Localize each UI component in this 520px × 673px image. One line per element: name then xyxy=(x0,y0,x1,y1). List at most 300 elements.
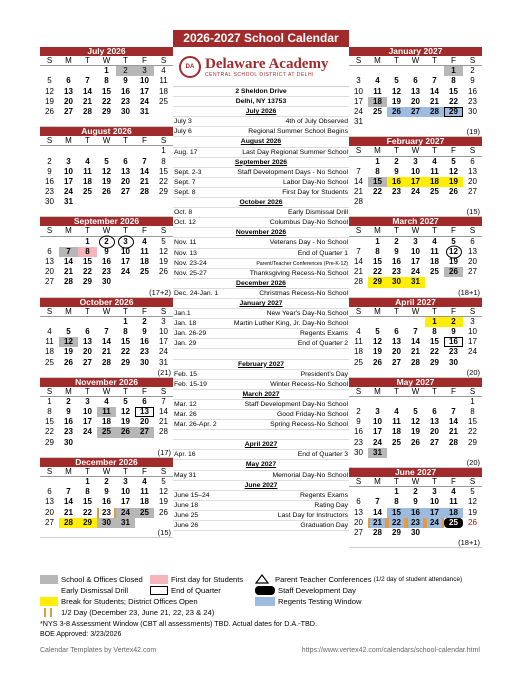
event-text: Christmas Recess-No School xyxy=(259,289,348,297)
day-cell: 28 xyxy=(354,277,363,287)
day-cell: 18 xyxy=(425,177,444,187)
legend-first-day: First day for Students xyxy=(150,574,243,584)
weekday-label: S xyxy=(160,136,167,146)
day-cell: 29 xyxy=(444,107,463,117)
day-cell xyxy=(425,66,444,76)
blue-swatch-icon xyxy=(255,597,275,606)
day-cell: 2 xyxy=(394,236,399,246)
weekday-label: T xyxy=(432,306,437,316)
day-cell: 2 xyxy=(470,66,475,76)
day-cell: 22 xyxy=(102,96,111,106)
day-cell: 1 xyxy=(444,66,463,76)
day-cell: 20 xyxy=(121,176,130,186)
day-cell: 9 xyxy=(470,76,475,86)
day-cell: 29 xyxy=(392,527,401,537)
event-date: Feb. 15-19 xyxy=(174,380,207,388)
day-cell: 21 xyxy=(64,267,73,277)
day-cell: 22 xyxy=(45,427,54,437)
day-cell: 30 xyxy=(354,447,363,457)
week-row xyxy=(349,167,482,177)
day-cell: 20 xyxy=(64,96,73,106)
day-cell: 9 xyxy=(356,417,361,427)
day-cell: 18 xyxy=(83,176,92,186)
weekday-label: S xyxy=(160,466,167,476)
day-cell: 26 xyxy=(449,187,458,197)
day-cell: 3 xyxy=(413,236,418,246)
day-cell: 29 xyxy=(430,357,439,367)
logo-subtitle: CENTRAL SCHOOL DISTRICT AT DELHI xyxy=(205,71,314,78)
weekday-label: F xyxy=(142,226,147,236)
weekday-label: S xyxy=(160,306,167,316)
day-cell: 24 xyxy=(64,187,73,197)
day-cell: 4 xyxy=(356,326,361,336)
day-cell xyxy=(444,397,463,407)
day-cell: 3 xyxy=(356,76,361,86)
week-row xyxy=(40,397,173,407)
day-cell xyxy=(40,237,59,247)
day-cell: 25 xyxy=(430,267,439,277)
day-cell: 1 xyxy=(375,236,380,246)
day-cell: 16 xyxy=(444,337,463,347)
day-cell: 9 xyxy=(47,166,52,176)
month-june-2027 xyxy=(349,468,482,548)
footer-left: Calendar Templates by Vertex42.com xyxy=(40,647,157,654)
day-cell: 12 xyxy=(59,337,78,347)
week-row xyxy=(349,417,482,427)
day-cell: 5 xyxy=(161,236,166,246)
event-text: Spring Recess-No School xyxy=(270,421,348,429)
weekday-label: S xyxy=(469,146,476,156)
day-cell: 25 xyxy=(373,106,382,116)
day-cell: 14 xyxy=(449,417,458,427)
week-row xyxy=(349,117,482,127)
week-row xyxy=(40,247,173,257)
event-row xyxy=(173,319,349,329)
weekday-label: S xyxy=(469,386,476,396)
weekday-header xyxy=(349,477,482,487)
day-cell: 3 xyxy=(470,316,475,326)
day-cell: 20 xyxy=(392,347,401,357)
week-row xyxy=(349,508,482,518)
day-cell: 8 xyxy=(451,76,456,86)
event-row xyxy=(173,410,349,420)
weekday-label: T xyxy=(394,56,399,65)
weekday-label: M xyxy=(65,226,72,236)
day-cell: 23 xyxy=(59,427,78,437)
event-date: Oct. 8 xyxy=(174,209,193,217)
day-cell: 24 xyxy=(116,508,135,518)
day-cell: 30 xyxy=(387,277,406,287)
day-cell xyxy=(154,107,173,117)
weekday-label: M xyxy=(374,306,381,316)
day-cell: 22 xyxy=(373,187,382,197)
day-cell: 14 xyxy=(430,86,439,96)
day-cell: 29 xyxy=(159,187,168,197)
day-cell: 23 xyxy=(406,518,425,528)
weekday-label: S xyxy=(46,306,53,316)
event-text: Early Dismissal Drill xyxy=(287,209,348,217)
day-cell: 12 xyxy=(392,86,401,96)
event-text: Memorial Day-No School xyxy=(272,471,348,479)
weekday-label: M xyxy=(65,306,72,316)
day-cell xyxy=(368,66,387,76)
day-cell: 1 xyxy=(123,316,128,326)
day-cell: 9 xyxy=(451,326,456,336)
day-cell: 5 xyxy=(394,76,399,86)
event-date: Nov. 13 xyxy=(174,249,197,257)
day-cell: 8 xyxy=(375,246,380,256)
weekday-label: M xyxy=(374,386,381,396)
day-cell: 1 xyxy=(394,487,399,497)
event-row xyxy=(173,259,349,269)
events-list xyxy=(173,87,349,531)
day-cell: 30 xyxy=(411,527,420,537)
day-cell: 16 xyxy=(406,508,425,518)
day-cell: 31 xyxy=(140,106,149,116)
event-date: Dec. 24-Jan. 1 xyxy=(174,289,219,297)
week-row xyxy=(40,167,173,177)
week-row xyxy=(349,497,482,507)
days-count: (21) xyxy=(157,367,171,377)
weekday-label: F xyxy=(451,306,456,316)
event-date: June 15–24 xyxy=(174,491,210,499)
event-row xyxy=(173,289,349,299)
month-title: March 2027 xyxy=(349,217,482,226)
day-cell: 27 xyxy=(354,527,363,537)
day-cell: 30 xyxy=(64,437,73,447)
legend-drill: Early Dismissal Drill xyxy=(40,585,128,595)
day-cell: 17 xyxy=(411,257,420,266)
day-cell xyxy=(97,317,116,327)
day-cell: 12 xyxy=(159,487,168,497)
day-cell: 26 xyxy=(387,107,406,117)
weekday-label: T xyxy=(123,226,128,236)
event-text: Staff Development Days - No School xyxy=(237,168,348,176)
event-text: Good Friday-No School xyxy=(276,411,348,418)
day-cell xyxy=(463,528,482,538)
day-cell: 28 xyxy=(140,187,149,197)
day-cell: 25 xyxy=(354,357,363,367)
day-cell: 8 xyxy=(47,407,52,417)
day-cell: 14 xyxy=(159,407,168,417)
day-cell: 6 xyxy=(413,76,418,86)
day-cell xyxy=(463,358,482,368)
legend-half-day: 1/2 Day (December 23, June 21, 22, 23 & 24) xyxy=(40,607,214,617)
blank-swatch-icon xyxy=(40,586,58,595)
week-row xyxy=(40,187,173,197)
weekday-label: M xyxy=(65,386,72,396)
yellow-swatch-icon xyxy=(40,597,58,606)
month-may-2027 xyxy=(349,378,482,468)
pink-swatch-icon xyxy=(150,575,168,584)
week-row xyxy=(40,347,173,357)
day-cell: 10 xyxy=(64,166,73,176)
day-cell: 9 xyxy=(123,76,128,86)
day-cell xyxy=(463,448,482,458)
day-cell: 23 xyxy=(121,96,130,106)
day-cell: 15 xyxy=(373,257,382,266)
day-cell: 13 xyxy=(83,337,92,347)
day-cell: 16 xyxy=(392,257,401,266)
day-cell: 22 xyxy=(83,507,92,517)
day-cell: 1 xyxy=(425,317,444,327)
day-cell: 27 xyxy=(406,107,425,117)
weekday-label: F xyxy=(451,477,456,486)
weekday-label: F xyxy=(142,136,147,146)
day-cell: 29 xyxy=(45,437,54,447)
legend-closed: School & Offices Closed xyxy=(40,574,143,584)
day-cell: 13 xyxy=(354,507,363,517)
week-row xyxy=(40,267,173,277)
day-cell: 25 xyxy=(135,508,154,518)
day-cell: 27 xyxy=(45,517,54,527)
day-cell xyxy=(78,146,97,156)
legend-quarter: End of Quarter xyxy=(150,585,221,595)
day-cell: 17 xyxy=(373,427,382,437)
week-row xyxy=(40,508,173,518)
day-cell: 1 xyxy=(161,146,166,156)
weekday-label: S xyxy=(46,386,53,396)
day-cell: 9 xyxy=(104,246,109,256)
weekday-label: S xyxy=(355,306,362,316)
day-cell: 9 xyxy=(394,166,399,176)
event-date: May 31 xyxy=(174,471,197,479)
day-cell: 3 xyxy=(375,407,380,417)
day-cell: 27 xyxy=(64,106,73,116)
event-date: Nov. 23-24 xyxy=(174,259,207,267)
day-cell: 14 xyxy=(373,507,382,517)
weekday-header xyxy=(349,226,482,236)
day-cell: 6 xyxy=(47,487,52,497)
days-count xyxy=(40,117,173,126)
event-date: July 6 xyxy=(174,128,192,136)
day-cell xyxy=(425,528,444,538)
day-cell: 11 xyxy=(159,76,168,86)
day-cell: 19 xyxy=(449,257,458,266)
day-cell: 4 xyxy=(142,477,147,486)
week-row xyxy=(40,477,173,487)
day-cell: 1 xyxy=(85,477,90,486)
day-cell: 7 xyxy=(432,76,437,86)
day-cell: 19 xyxy=(411,427,420,437)
day-cell: 21 xyxy=(102,347,111,357)
day-cell xyxy=(406,397,425,407)
weekday-label: W xyxy=(102,466,111,476)
day-cell: 17 xyxy=(121,257,130,266)
event-month-heading: April 2027 xyxy=(173,440,349,450)
day-cell: 16 xyxy=(387,177,406,187)
day-cell: 22 xyxy=(387,518,406,528)
day-cell: 15 xyxy=(449,86,458,96)
month-title: October 2026 xyxy=(40,298,173,307)
legend-staff: Staff Development Day xyxy=(255,585,356,595)
district-address: 2 Sheldon Drive xyxy=(173,87,349,97)
day-cell: 28 xyxy=(373,527,382,537)
event-spacer xyxy=(173,349,349,359)
day-cell: 13 xyxy=(45,257,54,266)
day-cell: 23 xyxy=(392,187,401,197)
day-cell: 22 xyxy=(83,267,92,277)
day-cell: 1 xyxy=(375,156,380,166)
day-cell: 13 xyxy=(411,86,420,96)
weekday-label: W xyxy=(411,477,420,486)
day-cell: 28 xyxy=(449,437,458,447)
day-cell xyxy=(78,197,97,207)
month-july-2026 xyxy=(40,47,173,127)
day-cell: 7 xyxy=(451,407,456,417)
event-row xyxy=(173,380,349,390)
days-count: (20) xyxy=(466,367,480,377)
weekday-label: S xyxy=(46,56,53,65)
day-cell: 22 xyxy=(468,427,477,437)
weekday-label: M xyxy=(65,466,72,476)
district-address: Delhi, NY 13753 xyxy=(173,97,349,107)
day-cell: 17 xyxy=(354,96,363,106)
weekday-header xyxy=(40,56,173,66)
weekday-label: F xyxy=(142,466,147,476)
event-date: Nov. 25-27 xyxy=(174,269,207,277)
day-cell: 19 xyxy=(45,96,54,106)
event-row xyxy=(173,188,349,198)
day-cell xyxy=(59,146,78,156)
weekday-label: W xyxy=(102,386,111,396)
week-row xyxy=(349,397,482,407)
day-cell: 28 xyxy=(159,427,168,437)
day-cell: 12 xyxy=(121,407,130,417)
weekday-label: S xyxy=(160,386,167,396)
week-row xyxy=(349,107,482,117)
day-cell xyxy=(116,277,135,287)
weekday-label: S xyxy=(355,226,362,236)
event-month-heading: May 2027 xyxy=(173,460,349,470)
day-cell: 26 xyxy=(411,437,420,447)
day-cell xyxy=(406,317,425,327)
day-cell: 24 xyxy=(121,267,130,277)
day-cell xyxy=(387,317,406,327)
legend-ptc: Parent Teacher Conferences (1/2 day of student attendance) xyxy=(255,574,462,584)
day-cell xyxy=(368,397,387,407)
weekday-label: T xyxy=(432,386,437,396)
day-cell xyxy=(463,117,482,127)
day-cell: 14 xyxy=(64,257,73,266)
week-row xyxy=(349,197,482,207)
week-row xyxy=(40,417,173,427)
day-cell: 9 xyxy=(104,487,109,497)
day-cell: 16 xyxy=(64,417,73,427)
day-cell xyxy=(349,487,368,497)
event-row xyxy=(173,218,349,228)
day-cell: 31 xyxy=(64,197,73,207)
day-cell: 2 xyxy=(444,317,463,327)
day-cell: 16 xyxy=(121,86,130,96)
day-cell: 28 xyxy=(59,518,78,528)
day-cell: 3 xyxy=(413,156,418,166)
day-cell: 14 xyxy=(64,497,73,507)
event-row xyxy=(173,491,349,501)
weekday-label: S xyxy=(46,136,53,146)
day-cell: 2 xyxy=(66,396,71,406)
week-row xyxy=(349,337,482,347)
weekday-label: F xyxy=(451,226,456,236)
legend-nys-note: *NYS 3-8 Assessment Window (CBT all assessments) TBD. Actual dates for D.A.-TBD. xyxy=(40,618,317,628)
day-cell: 23 xyxy=(102,267,111,277)
weekday-label: T xyxy=(123,386,128,396)
day-cell: 20 xyxy=(45,267,54,277)
weekday-label: F xyxy=(451,146,456,156)
day-cell xyxy=(463,197,482,207)
day-cell xyxy=(349,237,368,247)
day-cell: 19 xyxy=(468,507,477,517)
day-cell: 15 xyxy=(468,417,477,427)
event-date: Mar. 26 xyxy=(174,411,197,418)
dark-swatch-icon xyxy=(255,586,275,595)
day-cell: 18 xyxy=(368,97,387,107)
day-cell: 7 xyxy=(161,396,166,406)
day-cell xyxy=(116,197,135,207)
day-cell: 7 xyxy=(356,246,361,256)
day-cell: 18 xyxy=(430,257,439,266)
event-month-heading: January 2027 xyxy=(173,299,349,309)
boe-approved: BOE Approved: 3/23/2026 xyxy=(40,630,122,638)
day-cell: 20 xyxy=(354,517,363,527)
day-cell: 3 xyxy=(432,487,437,497)
day-cell: 14 xyxy=(354,257,363,266)
day-cell: 7 xyxy=(66,487,71,497)
day-cell: 10 xyxy=(121,487,130,497)
month-title: April 2027 xyxy=(349,298,482,307)
day-cell: 19 xyxy=(64,347,73,357)
event-text: Regents Exams xyxy=(300,491,348,499)
day-cell: 4 xyxy=(375,76,380,86)
day-cell: 8 xyxy=(123,326,128,336)
day-cell: 12 xyxy=(159,246,168,256)
day-cell: 13 xyxy=(135,407,154,417)
day-cell: 9 xyxy=(394,246,399,256)
day-cell xyxy=(40,66,59,76)
weekday-header xyxy=(349,146,482,156)
weekday-label: T xyxy=(85,306,90,316)
day-cell xyxy=(59,317,78,327)
weekday-label: M xyxy=(374,477,381,486)
day-cell: 12 xyxy=(449,166,458,176)
day-cell: 12 xyxy=(102,166,111,176)
day-cell: 4 xyxy=(432,236,437,246)
month-title: June 2027 xyxy=(349,468,482,477)
day-cell xyxy=(154,197,173,207)
event-text: Regional Summer School Begins xyxy=(248,128,348,136)
day-cell: 4 xyxy=(394,407,399,417)
week-row xyxy=(40,197,173,207)
day-cell: 11 xyxy=(373,86,382,96)
day-cell: 9 xyxy=(142,326,147,336)
day-cell: 2 xyxy=(394,156,399,166)
day-cell: 2 xyxy=(97,237,116,247)
day-cell: 13 xyxy=(121,166,130,176)
day-cell: 28 xyxy=(425,107,444,117)
weekday-label: T xyxy=(394,477,399,486)
event-row xyxy=(173,168,349,178)
footer-right: https://www.vertex42.com/calendars/school-calendar.html xyxy=(301,647,480,654)
event-row xyxy=(173,127,349,137)
day-cell: 3 xyxy=(66,156,71,166)
weekday-label: T xyxy=(394,226,399,236)
weekday-label: S xyxy=(469,56,476,65)
day-cell xyxy=(59,477,78,487)
week-row xyxy=(40,438,173,448)
week-row xyxy=(40,87,173,97)
event-text: Martin Luther King, Jr. Day-No School xyxy=(233,320,348,328)
day-cell: 10 xyxy=(411,166,420,176)
